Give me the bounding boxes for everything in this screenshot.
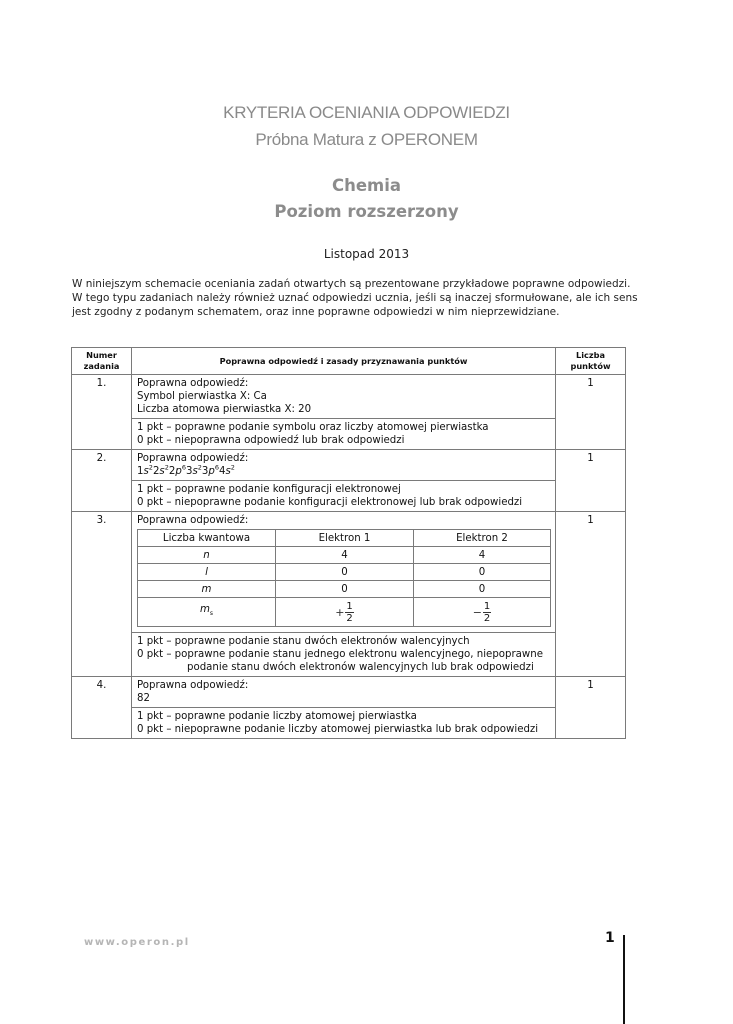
task-answer <box>132 450 556 481</box>
answer-line: Liczba atomowa pierwiastka X: 20 <box>137 404 312 415</box>
task-number: 2. <box>72 450 132 512</box>
task-points: 1 <box>556 450 626 512</box>
config-electrons: 6 <box>181 463 186 472</box>
scoring-line: 0 pkt – niepoprawna odpowiedź lub brak odpowiedzi <box>137 435 405 446</box>
header-text: punktów <box>570 361 611 371</box>
quantum-spin-row <box>138 598 551 627</box>
intro-paragraph <box>72 277 672 319</box>
task-scoring <box>132 633 556 677</box>
task-row <box>72 512 626 633</box>
quantum-row <box>138 547 551 564</box>
quantum-symbol <box>138 598 276 627</box>
scoring-line: 1 pkt – poprawne podanie stanu dwóch elektronów walencyjnych <box>137 636 470 647</box>
subject-title: Chemia <box>331 176 402 195</box>
task-answer <box>132 512 556 633</box>
config-subshell: s <box>159 466 165 477</box>
task-number: 3. <box>72 512 132 677</box>
quantum-row <box>138 581 551 598</box>
config-shell: 2 <box>152 466 160 477</box>
config-electrons: 2 <box>148 463 153 472</box>
scoring-line: 1 pkt – poprawne podanie konfiguracji elektronowej <box>137 484 401 495</box>
config-shell: 1 <box>137 466 144 477</box>
header-answer: Poprawna odpowiedź i zasady przyznawania punktów <box>132 348 556 375</box>
task-scoring <box>132 481 556 512</box>
task-points: 1 <box>556 512 626 677</box>
task-row <box>72 450 626 481</box>
quantum-symbol: m <box>138 581 276 598</box>
fraction-denominator: 2 <box>346 612 353 624</box>
quantum-numbers-table <box>137 529 551 627</box>
scoring-line: 1 pkt – poprawne podanie symbolu oraz liczby atomowej pierwiastka <box>137 422 489 433</box>
scoring-line: 1 pkt – poprawne podanie liczby atomowej pierwiastka <box>137 711 417 722</box>
fraction-sign: − <box>472 605 482 619</box>
task-answer <box>132 677 556 708</box>
quantum-value: 0 <box>414 581 551 598</box>
config-shell: 3 <box>185 466 193 477</box>
config-electrons: 2 <box>197 463 202 472</box>
date: Listopad 2013 <box>323 247 410 261</box>
task-scoring-row <box>72 481 626 512</box>
quantum-symbol: n <box>138 547 276 564</box>
title-line-1: KRYTERIA OCENIANIA ODPOWIEDZI <box>223 103 510 122</box>
answer-line: Poprawna odpowiedź: <box>137 453 249 464</box>
config-subshell: p <box>175 466 182 477</box>
task-scoring-row <box>72 419 626 450</box>
table-header-row <box>72 348 626 375</box>
header-task-number <box>72 348 132 375</box>
config-shell: 2 <box>168 466 176 477</box>
header-text: Numer <box>86 350 117 360</box>
answer-line: Symbol pierwiastka X: Ca <box>137 391 267 402</box>
config-electrons: 2 <box>230 463 235 472</box>
intro-line: jest zgodny z podanym schematem, oraz inne poprawne odpowiedzi w nim nieprzewidziane. <box>72 306 560 318</box>
header-points <box>556 348 626 375</box>
scoring-line: 0 pkt – niepoprawne podanie konfiguracji elektronowej lub brak odpowiedzi <box>137 497 523 508</box>
intro-line: W niniejszym schemacie oceniania zadań otwartych są prezentowane przykładowe poprawne odpowiedzi. <box>72 278 631 290</box>
level-title: Poziom rozszerzony <box>274 202 459 221</box>
answer-line: Poprawna odpowiedź: <box>137 378 249 389</box>
scoring-line: podanie stanu dwóch elektronów walencyjnych lub brak odpowiedzi <box>187 662 534 673</box>
scoring-line: 0 pkt – niepoprawne podanie liczby atomowej pierwiastka lub brak odpowiedzi <box>137 724 539 735</box>
quantum-header: Elektron 1 <box>276 530 414 547</box>
task-scoring <box>132 708 556 739</box>
task-scoring <box>132 419 556 450</box>
intro-line: W tego typu zadaniach należy również uznać odpowiedzi ucznia, jeśli są inaczej sformułowane, ale ich sens <box>72 292 638 304</box>
scoring-line: 0 pkt – poprawne podanie stanu jednego elektronu walencyjnego, niepoprawne <box>137 649 543 660</box>
quantum-value: 0 <box>414 564 551 581</box>
quantum-value: 0 <box>276 564 414 581</box>
config-subshell: s <box>225 466 231 477</box>
header-text: Liczba <box>575 350 606 360</box>
config-subshell: p <box>208 466 215 477</box>
quantum-value: 0 <box>276 581 414 598</box>
quantum-row <box>138 564 551 581</box>
fraction-numerator: 1 <box>483 600 491 612</box>
header-text: zadania <box>83 361 120 371</box>
spin-subscript: s <box>209 610 214 618</box>
footer-url: www.operon.pl <box>84 937 190 948</box>
quantum-value: 4 <box>414 547 551 564</box>
config-subshell: s <box>192 466 198 477</box>
answer-line: Poprawna odpowiedź: <box>137 680 249 691</box>
electron-configuration <box>137 465 550 478</box>
spin-symbol: m <box>199 604 210 616</box>
task-scoring-row <box>72 708 626 739</box>
scoring-table <box>71 347 626 739</box>
task-points: 1 <box>556 375 626 450</box>
fraction-sign: + <box>335 605 345 619</box>
footer-divider <box>623 935 625 1024</box>
task-row <box>72 677 626 708</box>
quantum-value <box>276 598 414 627</box>
task-number: 1. <box>72 375 132 450</box>
config-shell: 3 <box>201 466 209 477</box>
quantum-header-row <box>138 530 551 547</box>
quantum-value: 4 <box>276 547 414 564</box>
config-subshell: s <box>143 466 149 477</box>
fraction <box>473 601 492 624</box>
quantum-value <box>414 598 551 627</box>
config-electrons: 6 <box>214 463 219 472</box>
answer-line: 82 <box>137 693 150 704</box>
fraction <box>335 601 354 624</box>
config-shell: 4 <box>219 466 226 477</box>
quantum-symbol: l <box>138 564 276 581</box>
task-number: 4. <box>72 677 132 739</box>
task-scoring-row <box>72 633 626 677</box>
answer-line: Poprawna odpowiedź: <box>137 515 249 526</box>
quantum-header: Liczba kwantowa <box>138 530 276 547</box>
fraction-numerator: 1 <box>346 600 353 612</box>
task-row <box>72 375 626 419</box>
task-points: 1 <box>556 677 626 739</box>
title-line-2: Próbna Matura z OPERONEM <box>255 130 478 149</box>
page-number: 1 <box>605 930 615 946</box>
config-electrons: 2 <box>164 463 169 472</box>
fraction-denominator: 2 <box>483 612 491 624</box>
quantum-header: Elektron 2 <box>414 530 551 547</box>
task-answer <box>132 375 556 419</box>
